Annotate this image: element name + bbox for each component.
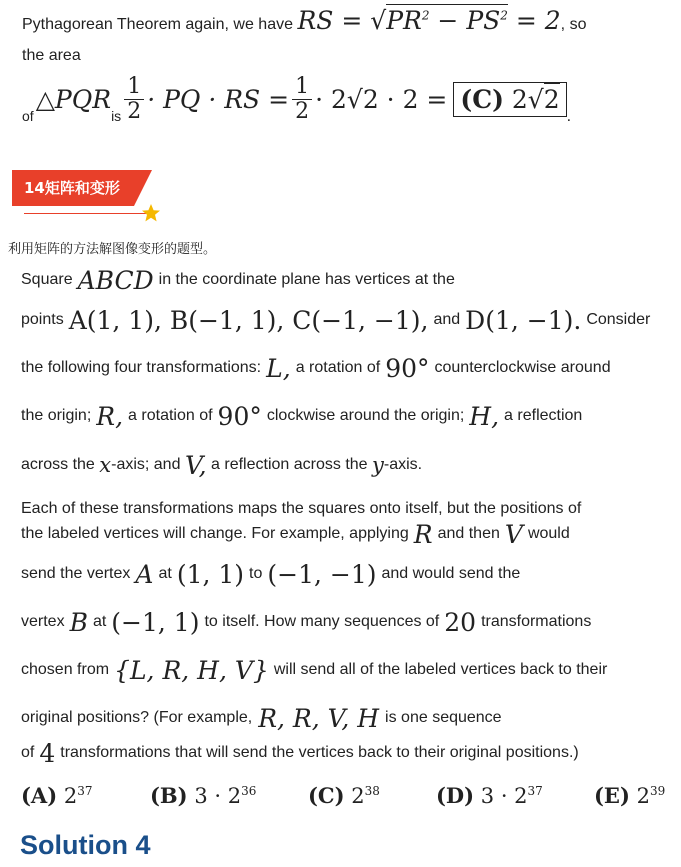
expr-tail: · 2√2 · 2 = <box>315 84 448 114</box>
tag-underline <box>24 213 146 214</box>
problem-line-4: the origin; R, a rotation of 90° clockwise around the origin; H, a reflection <box>21 401 583 431</box>
intro-text: Pythagorean Theorem again, we have <box>22 16 293 33</box>
section-description: 利用矩阵的方法解图像变形的题型。 <box>8 242 217 257</box>
intro-line-1 <box>22 6 586 42</box>
intro-math: RS = $√PR^2 - PS^2 = 2$ <box>297 6 561 35</box>
triangle-pqr: △PQR <box>35 84 112 114</box>
answer-box: (C) 2√2 <box>453 82 566 117</box>
problem-line-12: of 4 transformations that will send the vertices back to their original positions.) <box>21 738 579 768</box>
problem-line-3: the following four transformations: L, a rotation of 90° counterclockwise around <box>21 353 611 383</box>
expr-mid: · PQ · RS = <box>147 84 290 114</box>
problem-line-9: vertex B at (−1, 1) to itself. How many sequences of 20 transformations <box>21 607 592 637</box>
intro-tail: , so <box>560 16 587 33</box>
problem-line-10: chosen from {L, R, H, V} will send all of the labeled vertices back to their <box>21 655 608 685</box>
choice-b: (B) $3 \cdot 2^{36}$ <box>150 783 257 808</box>
choice-c: (C) $2^{38}$ <box>308 783 380 808</box>
period: . <box>566 108 572 125</box>
section-tag <box>12 170 152 206</box>
choice-a: (A) $2^{37}$ <box>21 783 93 808</box>
choice-e: (E) $2^{39}$ <box>594 783 666 808</box>
fraction-half: $\frac{1}{2}$ <box>124 75 144 122</box>
area-equation <box>22 68 571 130</box>
of-text: of <box>22 108 34 124</box>
problem-line-1: Square ABCD in the coordinate plane has vertices at the <box>21 265 455 295</box>
problem-line-2: points A(1, 1), B(−1, 1), C(−1, −1), and D(1, −1). Consider <box>21 305 651 335</box>
problem-line-8: send the vertex A at (1, 1) to (−1, −1) and would send the <box>21 559 521 589</box>
star-icon <box>141 203 161 223</box>
intro-line-2: the area <box>22 47 81 64</box>
fraction-half-2: $\frac{1}{2}$ <box>292 75 312 122</box>
problem-line-7: the labeled vertices will change. For example, applying R and then V would <box>21 519 570 549</box>
solution-heading: Solution 4 <box>20 830 151 860</box>
is-text: is <box>111 108 122 124</box>
choice-d: (D) $3 \cdot 2^{37}$ <box>436 783 543 808</box>
section-tag-label: 14矩阵和变形 <box>24 179 120 197</box>
problem-line-11: original positions? (For example, R, R, V, H is one sequence <box>21 703 502 733</box>
problem-line-5: across the x -axis; and V, a reflection across the y -axis. <box>21 450 423 480</box>
problem-line-6: Each of these transformations maps the squares onto itself, but the positions of <box>21 500 582 517</box>
